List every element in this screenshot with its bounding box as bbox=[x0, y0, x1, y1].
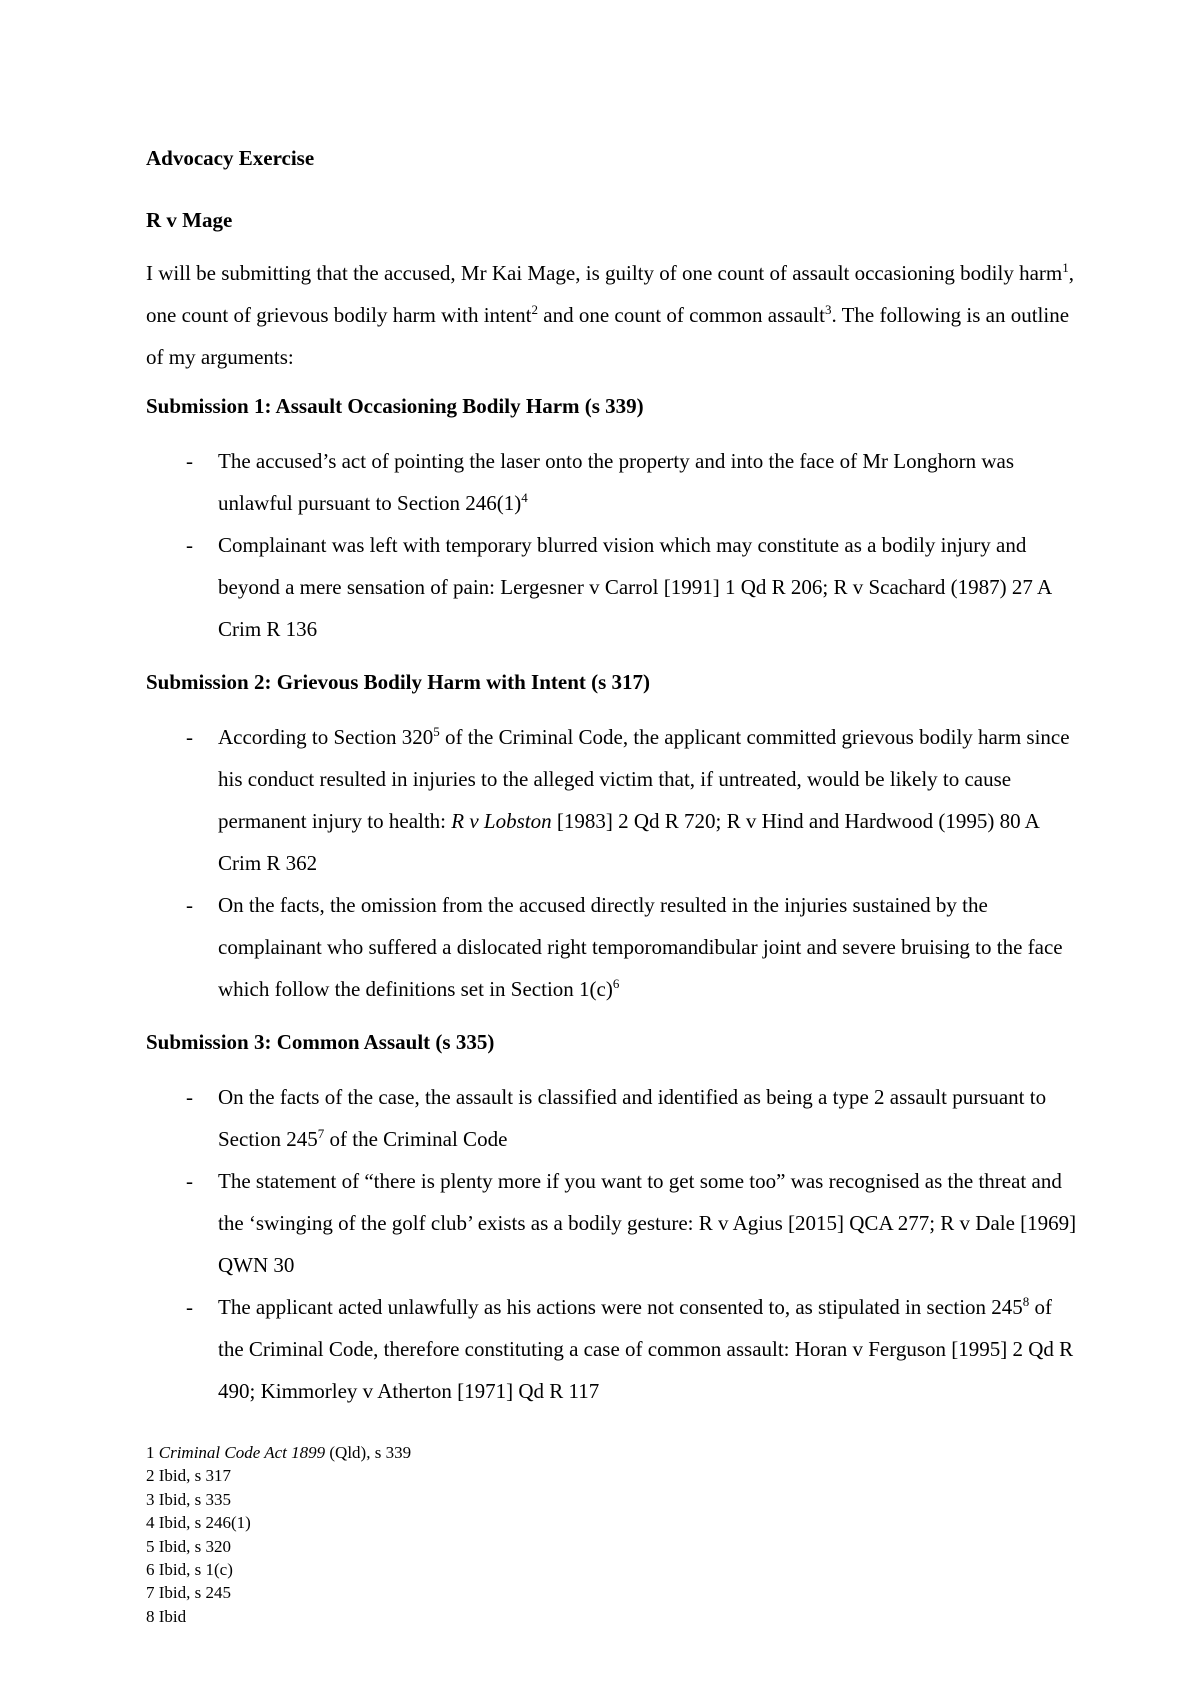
bullet-text: [1983] 2 Qd R 720; R v Hind and Hardwood (1995) 80 A Crim R 362 bbox=[218, 809, 1039, 875]
bullet-point bbox=[146, 1076, 1080, 1160]
case-citation-italic: R v Lobston bbox=[451, 809, 552, 833]
footnote-ref: 4 bbox=[521, 490, 528, 505]
footnote bbox=[146, 1511, 411, 1534]
bullet-text: According to Section 320 bbox=[218, 725, 434, 749]
footnote-number: 6 bbox=[146, 1560, 155, 1580]
footnote-text: Ibid, s 1(c) bbox=[158, 1560, 233, 1580]
footnote-number: 7 bbox=[146, 1583, 155, 1603]
footnote-text: Ibid, s 245 bbox=[158, 1583, 231, 1603]
intro-text: , one count of grievous bodily harm with intent bbox=[146, 261, 1074, 327]
footnote-italic: Criminal Code Act 1899 bbox=[158, 1443, 326, 1462]
footnote-text: (Qld), s 339 bbox=[325, 1443, 412, 1462]
bullet-dash: - bbox=[186, 725, 193, 749]
footnote bbox=[146, 1535, 411, 1558]
bullet-dash: - bbox=[186, 893, 193, 917]
bullet-text: On the facts, the omission from the accused directly resulted in the injuries sustained by the complainant who suffered a dislocated right temporomandibular joint and severe bruising to the face which follow the definitions set in Section 1(c) bbox=[218, 893, 1063, 1001]
footnote bbox=[146, 1558, 411, 1581]
bullet-point bbox=[146, 524, 1080, 650]
submission-3-points bbox=[146, 1076, 1080, 1412]
footnote-number: 3 bbox=[146, 1489, 155, 1509]
footnote-ref: 8 bbox=[1022, 1294, 1030, 1309]
submission-1-heading: Submission 1: Assault Occasioning Bodily Harm (s 339) bbox=[146, 394, 644, 418]
footnote-number: 5 bbox=[146, 1536, 155, 1556]
footnote-ref: 6 bbox=[612, 976, 620, 991]
intro-text: I will be submitting that the accused, Mr Kai Mage, is guilty of one count of assault occasioning bodily harm bbox=[146, 261, 1063, 285]
footnote-ref: 5 bbox=[433, 724, 440, 739]
bullet-dash: - bbox=[186, 1085, 193, 1109]
footnote-number: 2 bbox=[146, 1466, 155, 1486]
footnote-ref: 3 bbox=[824, 302, 832, 317]
bullet-point bbox=[146, 440, 1080, 524]
footnote-ref: 2 bbox=[531, 302, 539, 317]
bullet-text: The accused’s act of pointing the laser onto the property and into the face of Mr Longhorn was unlawful pursuant to Section 246(1) bbox=[218, 449, 1015, 515]
submission-1-points bbox=[146, 440, 1080, 650]
footnote bbox=[146, 1581, 411, 1604]
bullet-dash: - bbox=[186, 1169, 193, 1193]
intro-text: and one count of common assault bbox=[538, 303, 825, 327]
footnote-text: Ibid, s 317 bbox=[158, 1466, 231, 1486]
case-name: R v Mage bbox=[146, 208, 233, 232]
bullet-point bbox=[146, 1286, 1080, 1412]
footnote-text: Ibid, s 320 bbox=[158, 1536, 231, 1556]
footnote-number: 1 bbox=[146, 1443, 155, 1462]
bullet-text: Complainant was left with temporary blurred vision which may constitute as a bodily injury and beyond a mere sensation of pain: Lergesner v Carrol [1991] 1 Qd R 206; R v Scachard (1987) 27 A Crim R 136 bbox=[218, 533, 1052, 641]
bullet-dash: - bbox=[186, 533, 193, 557]
footnotes bbox=[146, 1441, 411, 1628]
footnote bbox=[146, 1441, 411, 1464]
footnote-ref: 1 bbox=[1062, 260, 1069, 275]
footnote bbox=[146, 1488, 411, 1511]
bullet-point bbox=[146, 1160, 1080, 1286]
bullet-text: On the facts of the case, the assault is classified and identified as being a type 2 assault pursuant to Section 245 bbox=[218, 1085, 1047, 1151]
submission-2-heading: Submission 2: Grievous Bodily Harm with Intent (s 317) bbox=[146, 670, 651, 694]
footnote-number: 8 bbox=[146, 1606, 155, 1626]
footnote-number: 4 bbox=[146, 1513, 155, 1533]
intro-text: . The following is an outline of my arguments: bbox=[146, 303, 1070, 369]
bullet-dash: - bbox=[186, 449, 193, 473]
footnote bbox=[146, 1605, 411, 1628]
bullet-text: The applicant acted unlawfully as his actions were not consented to, as stipulated in section 245 bbox=[218, 1295, 1023, 1319]
footnote-text: Ibid, s 335 bbox=[158, 1489, 231, 1509]
bullet-text: The statement of “there is plenty more if you want to get some too” was recognised as the threat and the ‘swinging of the golf club’ exists as a bodily gesture: R v Agius [2015] QCA 277; R v Dale [1969] QWN 30 bbox=[218, 1169, 1077, 1277]
document-title: Advocacy Exercise bbox=[146, 146, 315, 170]
bullet-point bbox=[146, 884, 1080, 1010]
footnote-text: Ibid, s 246(1) bbox=[158, 1513, 251, 1533]
footnote-text: Ibid bbox=[158, 1606, 187, 1626]
bullet-point bbox=[146, 716, 1080, 884]
submission-2-points bbox=[146, 716, 1080, 1010]
bullet-text: of the Criminal Code bbox=[324, 1127, 508, 1151]
bullet-dash: - bbox=[186, 1295, 193, 1319]
intro-paragraph bbox=[146, 252, 1080, 378]
footnote-ref: 7 bbox=[317, 1126, 325, 1141]
footnote bbox=[146, 1464, 411, 1487]
submission-3-heading: Submission 3: Common Assault (s 335) bbox=[146, 1030, 495, 1054]
bullet-text: of the Criminal Code, therefore constituting a case of common assault: Horan v Ferguson [1995] 2 Qd R 490; Kimmorley v Atherton [1971] Qd R 117 bbox=[218, 1295, 1074, 1403]
bullet-text: of the Criminal Code, the applicant committed grievous bodily harm since his conduct resulted in injuries to the alleged victim that, if untreated, would be likely to cause permanent injury to health: bbox=[218, 725, 1070, 833]
